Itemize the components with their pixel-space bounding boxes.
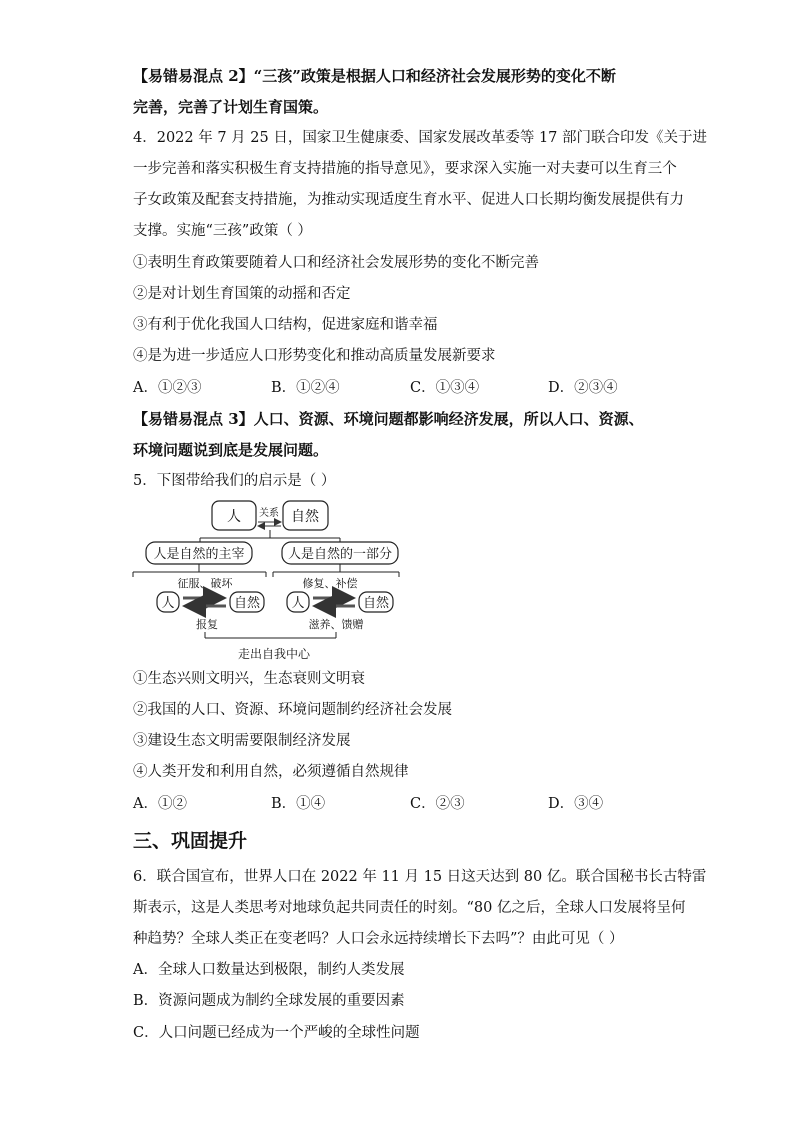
- q5-stem: 5．下图带给我们的启示是（ ）: [133, 473, 336, 489]
- q4-option-c[interactable]: C．①③④: [410, 380, 480, 396]
- q5-statement-3: ③建设生态文明需要限制经济发展: [133, 733, 351, 749]
- q4-option-a[interactable]: A．①②③: [133, 380, 202, 396]
- tip-3-line-2: 环境问题说到底是发展问题。: [133, 441, 329, 459]
- diagram-right-top-label: 修复、补偿: [302, 577, 358, 590]
- q4-stem-line-1: 4．2022 年 7 月 25 日，国家卫生健康委、国家发展改革委等 17 部门联合印发《关于进: [133, 130, 708, 146]
- q5-option-c[interactable]: C．②③: [410, 796, 465, 812]
- diagram-right-nature: 自然: [362, 596, 390, 611]
- diagram-relation-label: 关系: [259, 508, 279, 519]
- q6-stem-line-3: 种趋势？全球人类正在变老吗？人口会永远持续增长下去吗”？由此可见（ ）: [133, 931, 624, 947]
- q4-stem-line-4: 支撑。实施“三孩”政策（ ）: [133, 223, 312, 239]
- section-title: 三、巩固提升: [133, 830, 248, 852]
- diagram-left-view: 人是自然的主宰: [153, 547, 245, 562]
- q6-option-c[interactable]: C．人口问题已经成为一个严峻的全球性问题: [133, 1025, 420, 1041]
- diagram-person-top: 人: [227, 509, 241, 525]
- diagram-left-top-label: 征服、破坏: [177, 577, 233, 590]
- diagram-left-nature: 自然: [233, 596, 261, 611]
- q6-stem-line-1: 6．联合国宣布，世界人口在 2022 年 11 月 15 日这天达到 80 亿。联合国秘书长古特雷: [133, 869, 707, 885]
- diagram-left-person: 人: [161, 596, 175, 611]
- diagram-conclusion: 走出自我中心: [237, 647, 311, 661]
- diagram-right-bottom-label: 滋养、馈赠: [308, 618, 364, 631]
- q4-option-b[interactable]: B．①②④: [271, 380, 340, 396]
- diagram-left-bottom-label: 报复: [196, 618, 218, 631]
- q6-option-a[interactable]: A．全球人口数量达到极限，制约人类发展: [133, 962, 405, 978]
- q5-statement-2: ②我国的人口、资源、环境问题制约经济社会发展: [133, 702, 452, 718]
- q4-statement-3: ③有利于优化我国人口结构，促进家庭和谐幸福: [133, 317, 438, 333]
- q5-statement-4: ④人类开发和利用自然，必须遵循自然规律: [133, 764, 409, 780]
- q4-statement-4: ④是为进一步适应人口形势变化和推动高质量发展新要求: [133, 348, 496, 364]
- diagram-right-person: 人: [291, 596, 305, 611]
- diagram-right-view: 人是自然的一部分: [287, 547, 393, 562]
- q4-statement-2: ②是对计划生育国策的动摇和否定: [133, 286, 351, 302]
- q4-option-d[interactable]: D．②③④: [548, 380, 618, 396]
- q5-option-d[interactable]: D．③④: [548, 796, 604, 812]
- diagram-nature-top: 自然: [291, 509, 319, 525]
- q5-diagram: [0, 492, 794, 667]
- q4-stem-line-2: 一步完善和落实积极生育支持措施的指导意见》，要求深入实施一对夫妻可以生育三个: [133, 161, 677, 177]
- tip-2-line-2: 完善，完善了计划生育国策。: [133, 98, 329, 116]
- q5-option-b[interactable]: B．①④: [271, 796, 326, 812]
- tip-3-line-1: 【易错易混点 3】人口、资源、环境问题都影响经济发展，所以人口、资源、: [133, 410, 644, 428]
- q4-stem-line-3: 子女政策及配套支持措施，为推动实现适度生育水平、促进人口长期均衡发展提供有力: [133, 192, 684, 208]
- q5-option-a[interactable]: A．①②: [133, 796, 187, 812]
- q5-statement-1: ①生态兴则文明兴，生态衰则文明衰: [133, 671, 365, 687]
- q4-statement-1: ①表明生育政策要随着人口和经济社会发展形势的变化不断完善: [133, 255, 539, 271]
- tip-2-line-1: 【易错易混点 2】“三孩”政策是根据人口和经济社会发展形势的变化不断: [133, 67, 616, 85]
- q6-option-b[interactable]: B．资源问题成为制约全球发展的重要因素: [133, 993, 405, 1009]
- q6-stem-line-2: 斯表示，这是人类思考对地球负起共同责任的时刻。“80 亿之后，全球人口发展将呈何: [133, 900, 686, 916]
